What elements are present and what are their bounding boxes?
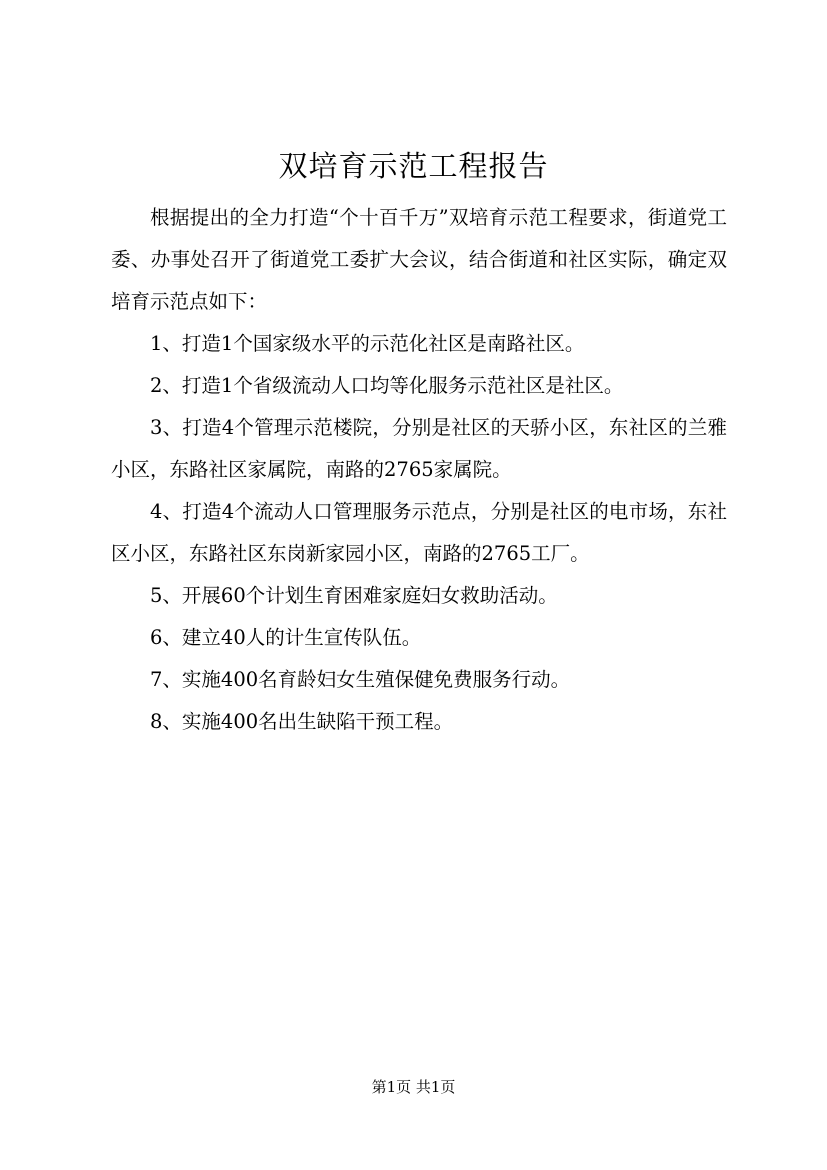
list-item: 6、建立40人的计生宣传队伍。	[150, 626, 422, 649]
list-item: 7、实施400名育龄妇女生殖保健免费服务行动。	[150, 668, 571, 691]
list-item: 4、打造4个流动人口管理服务示范点，分别是社区的电市场，东社区小区，东路社区东岗新家园小区，南路的2765工厂。	[111, 500, 727, 565]
list-item: 5、开展60个计划生育困难家庭妇女救助活动。	[150, 584, 558, 607]
list-item: 2、打造1个省级流动人口均等化服务示范社区是社区。	[150, 374, 624, 397]
list-item: 1、打造1个国家级水平的示范化社区是南路社区。	[150, 332, 585, 355]
list-item: 3、打造4个管理示范楼院，分别是社区的天骄小区，东社区的兰雅小区，东路社区家属院，南路的2765家属院。	[111, 416, 727, 481]
list-item: 8、实施400名出生缺陷干预工程。	[150, 710, 454, 733]
document-title: 双培育示范工程报告	[278, 149, 549, 183]
document-body	[111, 197, 727, 743]
page-footer: 第1页 共1页	[371, 1078, 456, 1096]
intro-paragraph: 根据提出的全力打造“个十百千万”双培育示范工程要求，街道党工委、办事处召开了街道党工委扩大会议，结合街道和社区实际，确定双培育示范点如下：	[111, 206, 727, 313]
